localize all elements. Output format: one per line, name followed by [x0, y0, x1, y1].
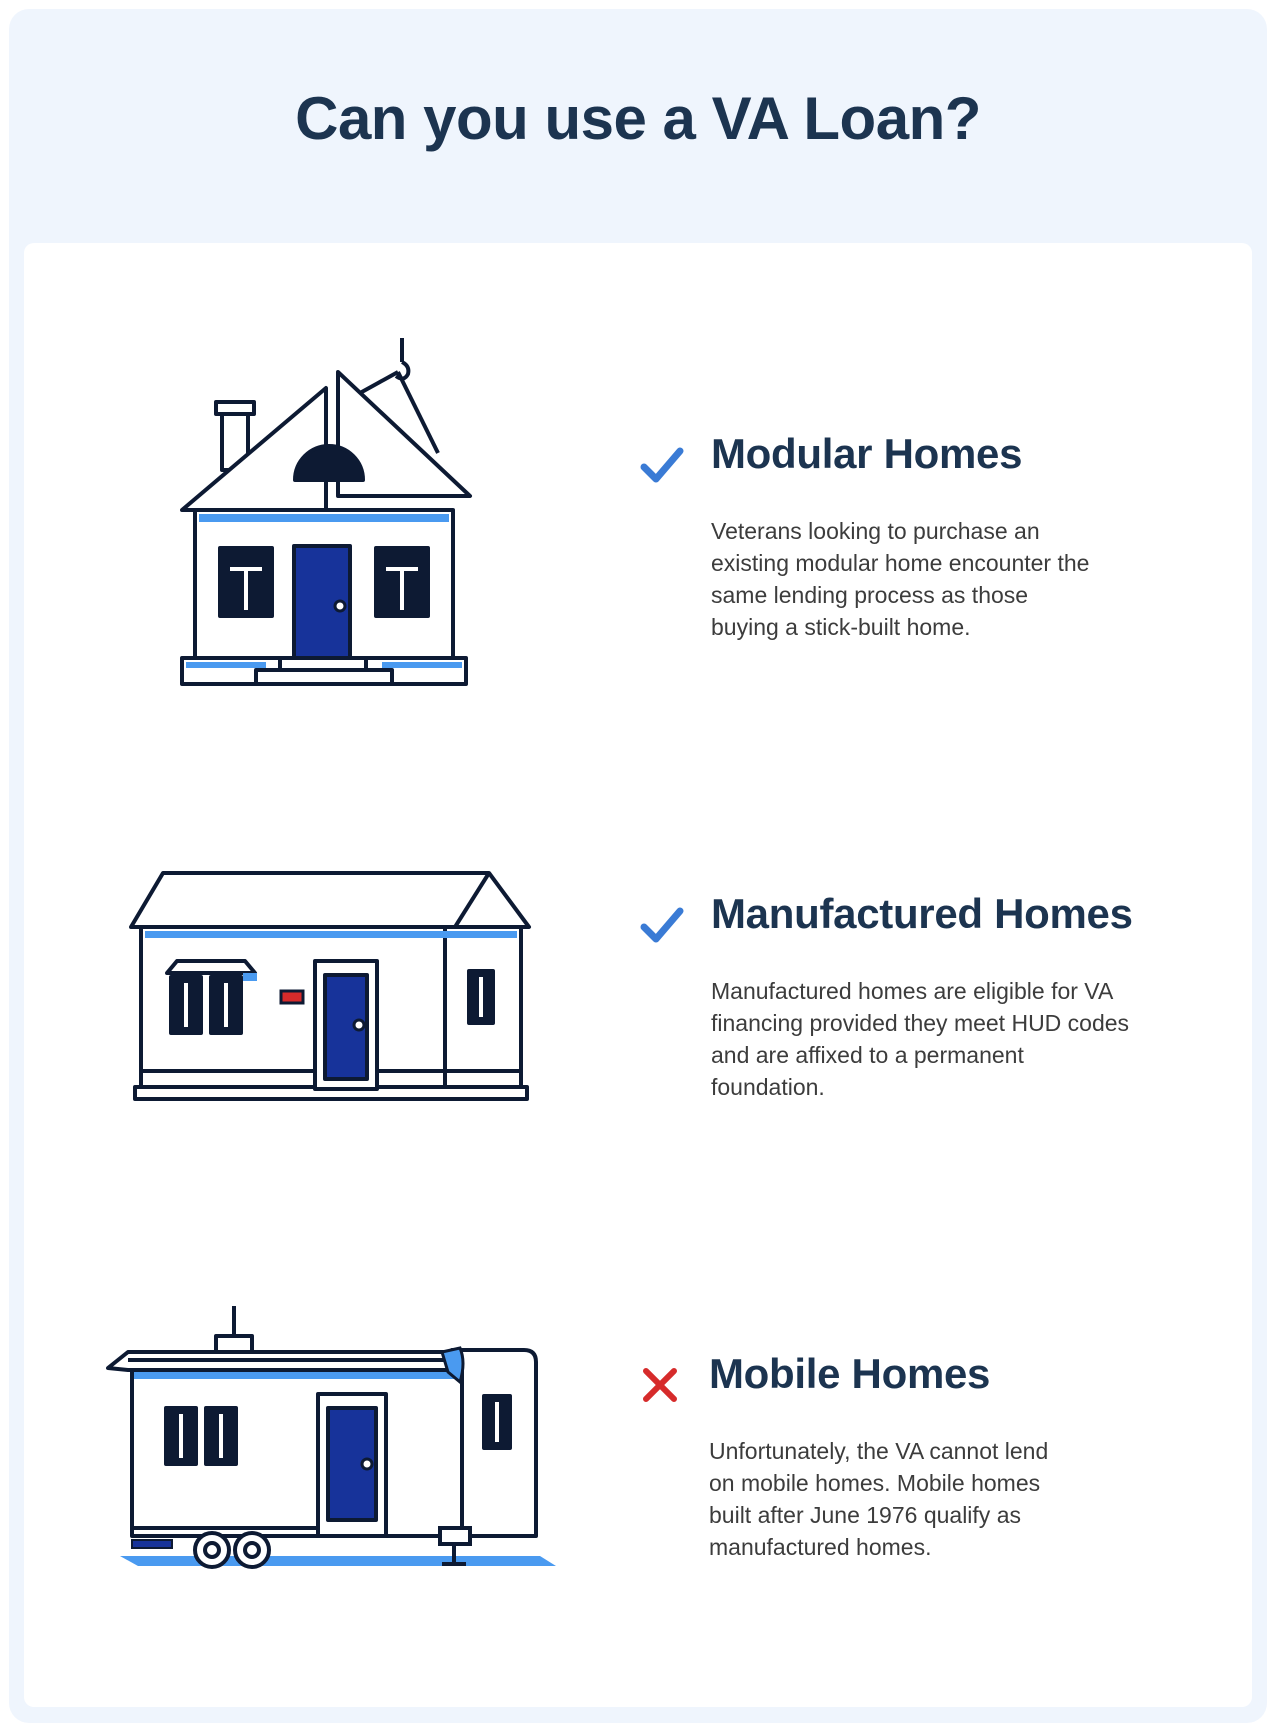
- list-item-mobile-homes: [0, 1250, 1276, 1670]
- item-description: Veterans looking to purchase an existing modular home encounter the same lending process as those buying a stick-built home.: [711, 518, 1090, 640]
- check-icon: [640, 445, 684, 489]
- list-item-manufactured-homes: [0, 790, 1276, 1210]
- item-description: Manufactured homes are eligible for VA financing provided they meet HUD codes and are affixed to a permanent foundation.: [711, 978, 1130, 1100]
- item-description: Unfortunately, the VA cannot lend on mobile homes. Mobile homes built after June 1976 qualify as manufactured homes.: [709, 1438, 1049, 1560]
- list-item-modular-homes: [0, 330, 1276, 750]
- page-title: Can you use a VA Loan?: [295, 85, 981, 152]
- check-icon: [640, 905, 684, 949]
- manufactured-home-illustration: [125, 865, 545, 1125]
- item-heading: Manufactured Homes: [711, 890, 1133, 937]
- cross-icon: [638, 1363, 682, 1407]
- item-heading: Mobile Homes: [709, 1350, 991, 1397]
- item-heading: Modular Homes: [711, 430, 1023, 477]
- mobile-home-illustration: [104, 1300, 564, 1580]
- modular-home-illustration: [170, 328, 490, 688]
